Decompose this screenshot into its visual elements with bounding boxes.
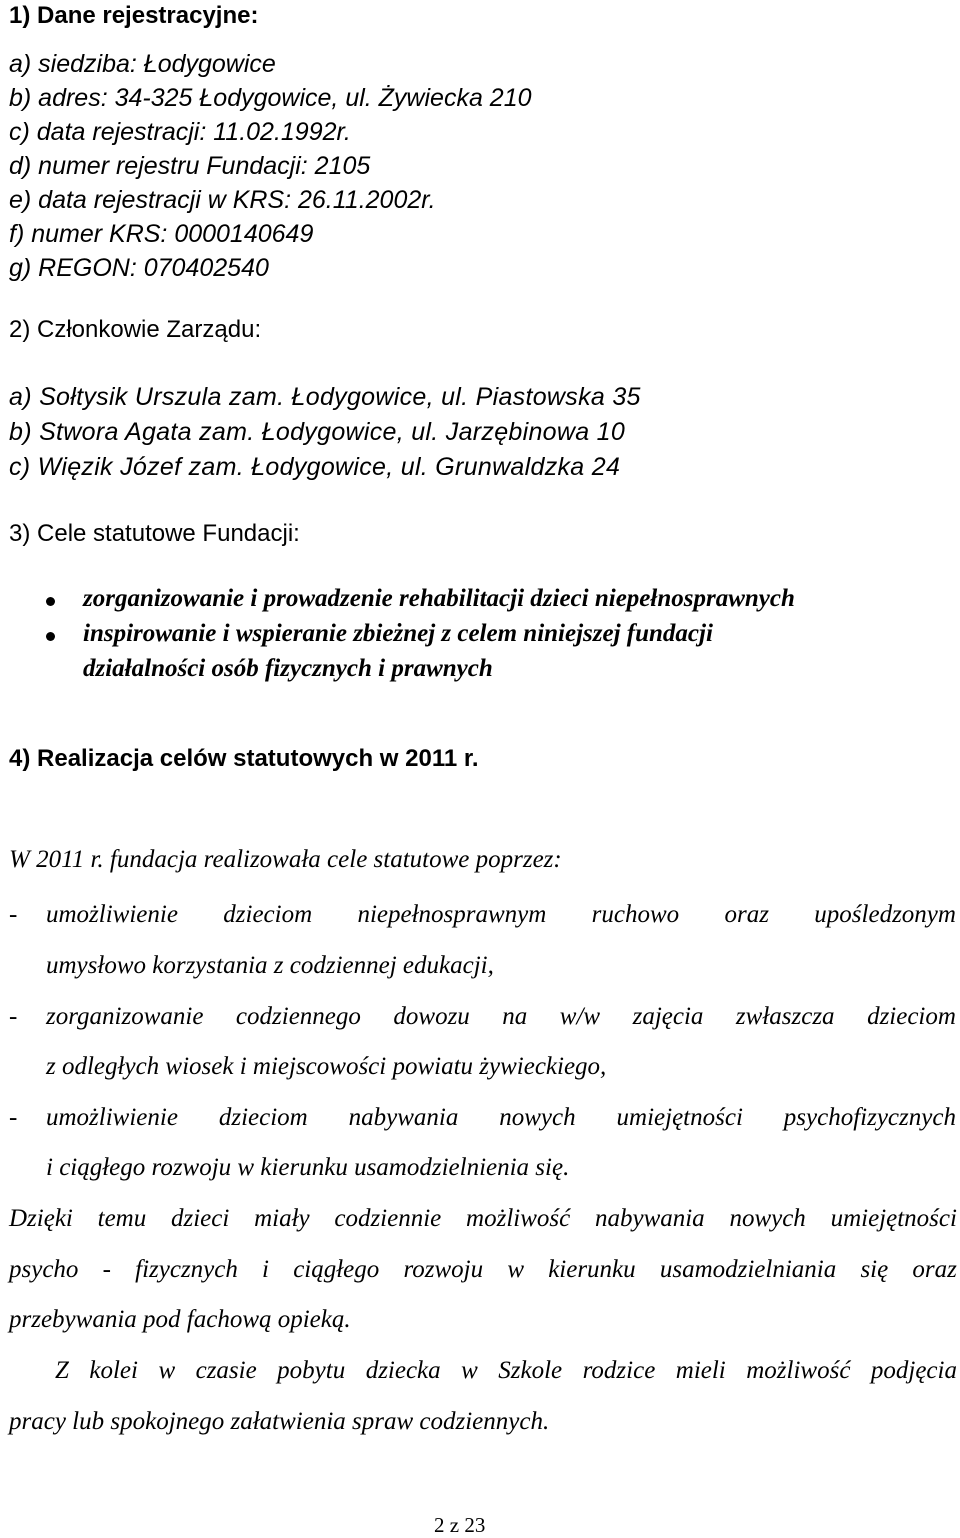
word: zajęcia [632, 1003, 704, 1030]
word: dzieci [170, 1205, 230, 1232]
word: codziennie [334, 1205, 442, 1232]
word: Z [55, 1357, 69, 1384]
word: kierunku [548, 1256, 636, 1283]
word: możliwość [466, 1205, 571, 1232]
activity-1-line-1 [46, 901, 956, 929]
section-1-heading: 1) Dane rejestracyjne: [9, 2, 259, 29]
word: - [102, 1256, 111, 1283]
regon-number: g) REGON: 070402540 [9, 254, 269, 282]
krs-registration-date: e) data rejestracji w KRS: 26.11.2002r. [9, 186, 436, 214]
foundation-register-no: d) numer rejestru Fundacji: 2105 [9, 152, 371, 180]
word: Dzięki [9, 1205, 73, 1232]
word: psychofizycznych [783, 1104, 956, 1131]
word: miały [254, 1205, 310, 1232]
word: nowych [499, 1104, 576, 1131]
word: dowozu [393, 1003, 470, 1030]
word: Szkole [498, 1357, 563, 1384]
word: możliwość [746, 1357, 851, 1384]
section-4-heading: 4) Realizacja celów statutowych w 2011 r. [9, 745, 479, 772]
statutory-goal-1: zorganizowanie i prowadzenie rehabilitacji dzieci niepełnosprawnych [83, 585, 795, 612]
word: oraz [724, 901, 769, 928]
word: kolei [89, 1357, 138, 1384]
word: temu [97, 1205, 147, 1232]
word: w [461, 1357, 478, 1384]
paragraph-2-line-1 [55, 1357, 957, 1385]
activity-3-line-2: i ciągłego rozwoju w kierunku usamodzielnienia się. [46, 1154, 570, 1181]
paragraph-1-line-1 [9, 1205, 957, 1233]
word: oraz [912, 1256, 957, 1283]
word: zorganizowanie [46, 1003, 204, 1030]
word: umożliwienie [46, 1104, 178, 1131]
word: umiejętności [830, 1205, 957, 1232]
registration-seat: a) siedziba: Łodygowice [9, 50, 276, 78]
section-2-heading: 2) Członkowie Zarządu: [9, 316, 262, 343]
realization-intro: W 2011 r. fundacja realizowała cele statutowe poprzez: [9, 846, 562, 873]
activity-2-line-2: z odległych wiosek i miejscowości powiatu żywieckiego, [46, 1053, 607, 1080]
word: pobytu [277, 1357, 346, 1384]
word: się [860, 1256, 889, 1283]
registration-date: c) data rejestracji: 11.02.1992r. [9, 118, 351, 146]
word: nowych [729, 1205, 806, 1232]
word: nabywania [348, 1104, 459, 1131]
word: w [158, 1357, 176, 1384]
word: psycho [9, 1256, 79, 1283]
bullet-icon [46, 632, 55, 641]
word: dzieciom [223, 901, 313, 928]
page-number: 2 z 23 [434, 1513, 486, 1537]
krs-number: f) numer KRS: 0000140649 [9, 220, 314, 248]
word: upośledzonym [814, 901, 956, 928]
word: rozwoju [403, 1256, 484, 1283]
word: dzieciom [218, 1104, 308, 1131]
word: umiejętności [616, 1104, 743, 1131]
word: usamodzielniania [659, 1256, 837, 1283]
dash-marker: - [9, 901, 18, 928]
paragraph-1-line-2 [9, 1256, 957, 1284]
statutory-goal-2-cont: działalności osób fizycznych i prawnych [83, 655, 493, 682]
bullet-icon [46, 597, 55, 606]
word: umożliwienie [46, 901, 178, 928]
word: codziennego [235, 1003, 361, 1030]
paragraph-1-line-3: przebywania pod fachową opieką. [9, 1306, 351, 1333]
board-member-1: a) Sołtysik Urszula zam. Łodygowice, ul. Piastowska 35 [9, 383, 641, 411]
word: fizycznych [135, 1256, 238, 1283]
activity-2-line-1 [46, 1003, 956, 1031]
word: nabywania [594, 1205, 705, 1232]
section-3-heading: 3) Cele statutowe Fundacji: [9, 520, 300, 547]
word: rodzice [582, 1357, 656, 1384]
dash-marker: - [9, 1003, 18, 1030]
word: dziecka [365, 1357, 441, 1384]
board-member-2: b) Stwora Agata zam. Łodygowice, ul. Jarzębinowa 10 [9, 418, 626, 446]
word: i [262, 1256, 269, 1283]
registration-address: b) adres: 34-325 Łodygowice, ul. Żywiecka 210 [9, 84, 532, 112]
word: ruchowo [591, 901, 680, 928]
word: podjęcia [870, 1357, 957, 1384]
word: w/w [559, 1003, 601, 1030]
activity-1-line-2: umysłowo korzystania z codziennej edukacji, [46, 952, 494, 979]
word: mieli [675, 1357, 726, 1384]
dash-marker: - [9, 1104, 18, 1131]
statutory-goal-2: inspirowanie i wspieranie zbieżnej z celem niniejszej fundacji [83, 620, 713, 647]
word: ciągłego [293, 1256, 380, 1283]
board-member-3: c) Więzik Józef zam. Łodygowice, ul. Grunwaldzka 24 [9, 453, 621, 481]
word: zwłaszcza [735, 1003, 835, 1030]
word: na [502, 1003, 528, 1030]
word: w [507, 1256, 524, 1283]
word: czasie [195, 1357, 257, 1384]
word: niepełnosprawnym [357, 901, 547, 928]
activity-3-line-1 [46, 1104, 956, 1132]
paragraph-2-line-2: pracy lub spokojnego załatwienia spraw codziennych. [9, 1408, 550, 1435]
word: dzieciom [867, 1003, 956, 1030]
